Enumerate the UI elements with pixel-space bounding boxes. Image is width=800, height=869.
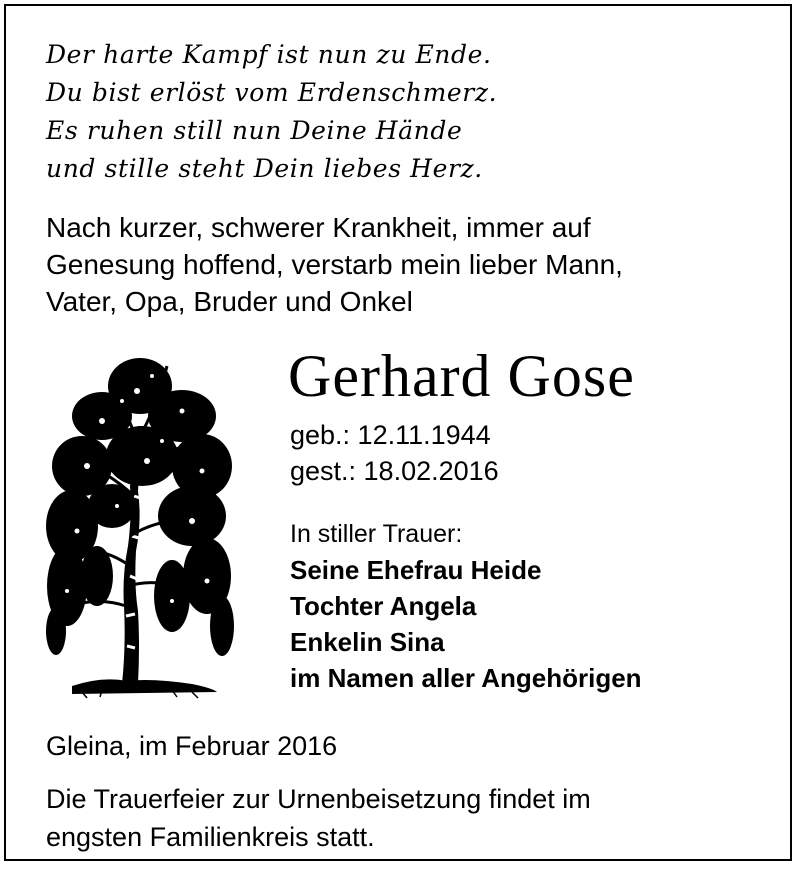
place-date: Gleina, im Februar 2016 (46, 731, 338, 761)
birth-date: geb.: 12.11.1944 (290, 420, 491, 450)
mourner-name: im Namen aller Angehörigen (290, 663, 642, 693)
poem-line: und stille steht Dein liebes Herz. (46, 154, 483, 183)
mourner-name: Tochter Angela (290, 591, 477, 621)
intro-line: Nach kurzer, schwerer Krankheit, immer auf (46, 212, 591, 243)
poem-line: Du bist erlöst vom Erdenschmerz. (46, 78, 498, 107)
obituary-card (4, 4, 792, 861)
death-date: gest.: 18.02.2016 (290, 456, 499, 486)
funeral-notice (46, 780, 591, 856)
life-dates (290, 417, 499, 489)
deceased-name: Gerhard Gose (288, 343, 635, 409)
notice-line: engsten Familienkreis statt. (46, 822, 375, 852)
poem-line: Es ruhen still nun Deine Hände (46, 116, 463, 145)
mourner-name: Seine Ehefrau Heide (290, 555, 542, 585)
intro-text (46, 209, 623, 320)
birch-tree-icon (42, 346, 238, 701)
mourning-label: In stiller Trauer: (290, 520, 463, 548)
mourners-block (290, 516, 642, 696)
poem-line: Der harte Kampf ist nun zu Ende. (46, 40, 492, 69)
mourner-name: Enkelin Sina (290, 627, 445, 657)
intro-line: Vater, Opa, Bruder und Onkel (46, 286, 413, 317)
poem (46, 36, 497, 188)
notice-line: Die Trauerfeier zur Urnenbeisetzung findet im (46, 784, 591, 814)
intro-line: Genesung hoffend, verstarb mein lieber Mann, (46, 249, 623, 280)
